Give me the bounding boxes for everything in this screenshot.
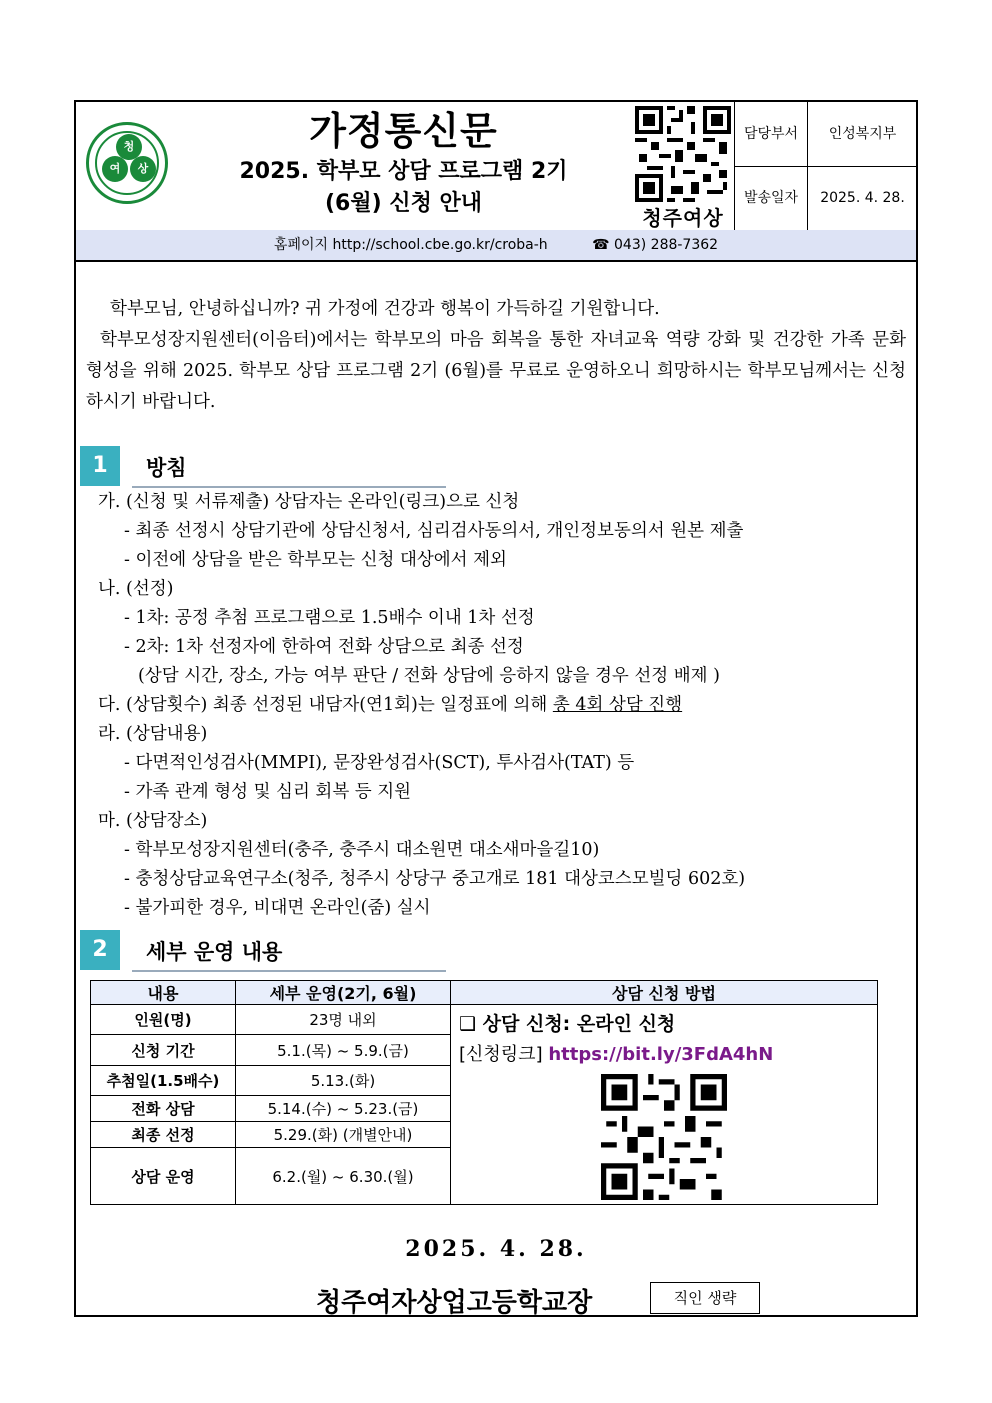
row-value: 5.29.(화) (개별안내) [236, 1122, 451, 1148]
date-value: 2025. 4. 28. [820, 190, 905, 206]
schedule-table [90, 980, 878, 1193]
item-ga: 가. (신청 및 서류제출) 상담자는 온라인(링크)으로 신청 [98, 492, 520, 512]
col-header-detail: 세부 운영(2기, 6월) [236, 981, 451, 1005]
item-ra-1: - 다면적인성검사(MMPI), 문장완성검사(SCT), 투사검사(TAT) 등 [124, 753, 635, 773]
item-ra-2: - 가족 관계 형성 및 심리 회복 등 지원 [124, 782, 412, 802]
row-value: 5.14.(수) ~ 5.23.(금) [236, 1096, 451, 1122]
row-value: 6.2.(월) ~ 6.30.(월) [236, 1148, 451, 1205]
item-ga-1: - 최종 선정시 상담기관에 상담신청서, 심리검사동의서, 개인정보동의서 원본 제출 [124, 521, 744, 541]
row-value: 23명 내외 [236, 1005, 451, 1035]
item-ma-3: - 불가피한 경우, 비대면 온라인(줌) 실시 [124, 898, 431, 918]
col-header-apply: 상담 신청 방법 [451, 981, 878, 1005]
apply-link-line: [신청링크] https://bit.ly/3FdA4hN [459, 1044, 774, 1065]
row-key: 전화 상담 [91, 1096, 236, 1122]
item-ra: 라. (상담내용) [98, 724, 208, 744]
apply-qr-code-icon[interactable] [601, 1074, 727, 1200]
homepage-link[interactable]: 홈페이지 http://school.cbe.go.kr/croba-h [273, 237, 548, 253]
section-1-items [98, 488, 908, 923]
homepage-bar [76, 230, 916, 262]
item-ma-2: - 충청상담교육연구소(청주, 청주시 상당구 중고개로 181 대상코스모빌딩 602호) [124, 869, 746, 889]
apply-title: ❑ 상담 신청: 온라인 신청 [459, 1013, 676, 1035]
principal-name: 청주여자상업고등학교장 [316, 1288, 593, 1318]
item-da-underline: 총 4회 상담 진행 [552, 695, 683, 715]
qr-caption: 청주여상 [642, 206, 724, 230]
header-qr[interactable] [633, 104, 733, 228]
item-ma: 마. (상담장소) [98, 811, 208, 831]
apply-link[interactable]: https://bit.ly/3FdA4hN [548, 1044, 774, 1065]
section-2-number: 2 [80, 930, 120, 970]
phone-number: ☎ 043) 288-7362 [592, 237, 719, 253]
school-logo: 청 여 상 [86, 122, 168, 204]
qr-code-icon [635, 106, 731, 202]
item-na-3: (상담 시간, 장소, 가능 여부 판단 / 전화 상담에 응하지 않을 경우 선정 배제 ) [138, 666, 720, 686]
document-frame [74, 100, 918, 1317]
col-header-content: 내용 [91, 981, 236, 1005]
document-subtitle-1: 2025. 학부모 상담 프로그램 2기 [239, 159, 568, 184]
section-2-title: 세부 운영 내용 [132, 936, 446, 972]
apply-cell [451, 1005, 878, 1205]
dept-label: 담당부서 [735, 102, 808, 166]
row-key: 상담 운영 [91, 1148, 236, 1205]
dept-value: 인성복지부 [828, 126, 897, 142]
footer-date: 2025. 4. 28. [405, 1236, 587, 1262]
item-na: 나. (선정) [98, 579, 174, 599]
item-ma-1: - 학부모성장지원센터(충주, 충주시 대소원면 대소새마을길10) [124, 840, 600, 860]
seal-omitted-box: 직인 생략 [650, 1282, 760, 1314]
item-ga-2: - 이전에 상담을 받은 학부모는 신청 대상에서 제외 [124, 550, 507, 570]
intro-text [86, 294, 906, 418]
row-value: 5.13.(화) [236, 1065, 451, 1095]
meta-table [734, 102, 917, 230]
section-1-title: 방침 [132, 452, 446, 488]
row-key: 인원(명) [91, 1005, 236, 1035]
row-value: 5.1.(목) ~ 5.9.(금) [236, 1035, 451, 1065]
intro-paragraph-2: 학부모성장지원센터(이음터)에서는 학부모의 마음 회복을 통한 자녀교육 역량 강화 및 건강한 가족 문화 형성을 위해 2025. 학부모 상담 프로그램 2기 (6월)를 무료로 운영하오니 희망하시는 학부모님께서는 신청하시기 바랍니다. [86, 330, 906, 412]
header [76, 102, 916, 231]
document-title-block [176, 102, 631, 220]
item-da: 다. (상담횟수) 최종 선정된 내담자(연1회)는 일정표에 의해 총 4회 상담 진행 [98, 695, 683, 715]
document-title: 가정통신문 [309, 109, 498, 153]
item-na-1: - 1차: 공정 추첨 프로그램으로 1.5배수 이내 1차 선정 [124, 608, 535, 628]
item-na-2: - 2차: 1차 선정자에 한하여 전화 상담으로 최종 선정 [124, 637, 524, 657]
row-key: 추첨일(1.5배수) [91, 1065, 236, 1095]
date-label: 발송일자 [735, 166, 808, 230]
document-subtitle-2: (6월) 신청 안내 [325, 191, 482, 216]
row-key: 최종 선정 [91, 1122, 236, 1148]
row-key: 신청 기간 [91, 1035, 236, 1065]
intro-paragraph-1: 학부모님, 안녕하십니까? 귀 가정에 건강과 행복이 가득하길 기원합니다. [110, 299, 660, 319]
section-1-number: 1 [80, 446, 120, 486]
